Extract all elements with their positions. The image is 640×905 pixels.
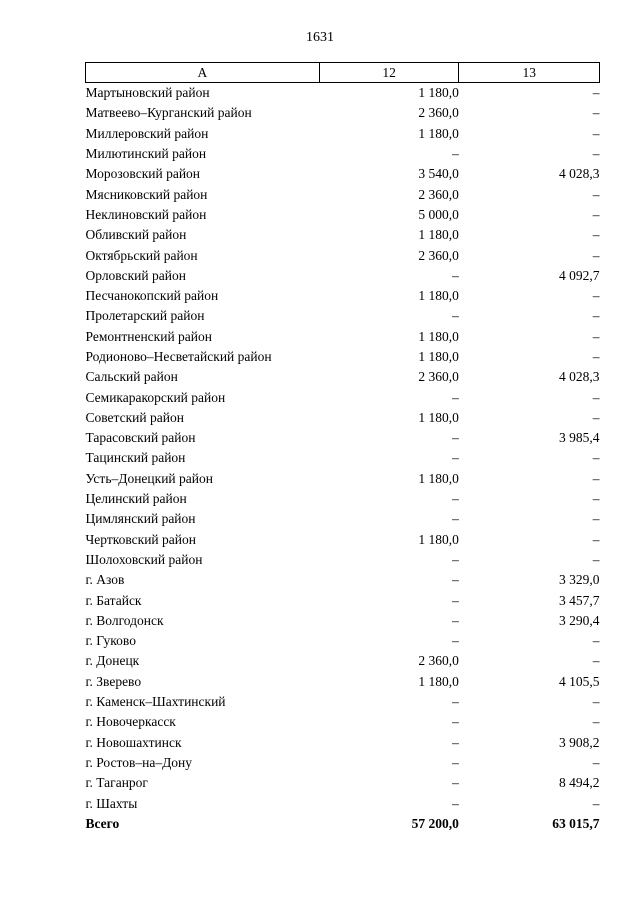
row-col-13: –	[592, 85, 600, 101]
table-row	[86, 712, 600, 732]
row-name: Целинский район	[85, 491, 187, 507]
row-col-13: –	[592, 633, 600, 649]
row-name: г. Новочеркасск	[85, 714, 176, 730]
row-col-13: –	[592, 470, 600, 486]
row-name: Сальский район	[85, 369, 178, 385]
row-name: г. Батайск	[85, 592, 142, 608]
row-name: Ремонтненский район	[85, 328, 212, 344]
row-name: Обливский район	[85, 227, 187, 243]
row-col-12: –	[452, 308, 459, 324]
table-row	[86, 651, 600, 671]
table-row	[86, 205, 600, 225]
row-col-12: 1 180,0	[418, 125, 459, 141]
row-col-13: 4 028,3	[559, 369, 600, 385]
row-col-13: –	[592, 389, 600, 405]
row-col-12: –	[452, 491, 459, 507]
row-name: Чертковский район	[85, 531, 196, 547]
row-col-12: 1 180,0	[418, 85, 459, 101]
row-name: Пролетарский район	[85, 308, 205, 324]
row-name: Мясниковский район	[85, 186, 208, 202]
row-col-12: –	[452, 633, 459, 649]
table-row	[86, 469, 600, 489]
row-col-12: 2 360,0	[418, 186, 459, 202]
table-row	[86, 286, 600, 306]
row-col-13: –	[592, 511, 600, 527]
row-name: г. Азов	[85, 572, 125, 588]
row-name: г. Волгодонск	[85, 612, 164, 628]
table-row	[86, 124, 600, 144]
row-col-12: –	[452, 146, 459, 162]
total-col-13: 63 015,7	[552, 815, 600, 831]
row-col-13: 8 494,2	[559, 775, 600, 791]
row-name: г. Таганрог	[85, 775, 148, 791]
row-col-13: 3 290,4	[559, 612, 600, 628]
row-name: Неклиновский район	[85, 206, 207, 222]
row-col-12: –	[452, 572, 459, 588]
row-col-13: 4 028,3	[559, 166, 600, 182]
table-row	[86, 448, 600, 468]
table-row	[86, 367, 600, 387]
table-row	[86, 733, 600, 753]
row-col-13: –	[592, 105, 600, 121]
row-col-13: –	[592, 146, 600, 162]
row-col-13: –	[592, 308, 600, 324]
table-row	[86, 306, 600, 326]
row-name: Тарасовский район	[85, 430, 196, 446]
row-col-13: –	[592, 694, 600, 710]
row-col-13: –	[592, 409, 600, 425]
table-row	[86, 773, 600, 793]
row-name: Миллеровский район	[85, 125, 209, 141]
row-col-12: –	[452, 551, 459, 567]
row-name: Усть–Донецкий район	[85, 470, 213, 486]
row-col-13: –	[592, 491, 600, 507]
row-col-12: –	[452, 734, 459, 750]
row-col-12: –	[452, 389, 459, 405]
table-body	[86, 83, 600, 814]
table-row	[86, 753, 600, 773]
row-col-13: 3 985,4	[559, 430, 600, 446]
row-name: Семикаракорский район	[85, 389, 226, 405]
row-col-13: 4 092,7	[559, 267, 600, 283]
row-col-12: 1 180,0	[418, 288, 459, 304]
row-col-13: –	[592, 349, 600, 364]
table-row	[86, 793, 600, 813]
table-row	[86, 509, 600, 529]
row-col-12: –	[452, 450, 459, 466]
row-name: Песчанокопский район	[85, 288, 219, 304]
table-row	[86, 164, 600, 184]
row-col-13: –	[592, 653, 600, 669]
row-col-13: –	[592, 328, 600, 344]
row-col-13: 3 329,0	[559, 572, 600, 588]
row-name: г. Шахты	[85, 795, 138, 811]
table-row	[86, 489, 600, 509]
table-row	[86, 530, 600, 550]
row-name: Мартыновский район	[85, 85, 210, 101]
table-row	[86, 590, 600, 610]
row-col-13: 3 457,7	[559, 592, 600, 608]
row-name: Родионово–Несветайский район	[85, 349, 272, 364]
row-name: Октябрьский район	[85, 247, 198, 263]
row-col-12: –	[452, 775, 459, 791]
row-col-13: –	[592, 247, 600, 263]
total-label: Всего	[85, 815, 120, 831]
row-name: г. Новошахтинск	[85, 734, 182, 750]
table-row	[86, 266, 600, 286]
table-row	[86, 611, 600, 631]
row-col-13: –	[592, 288, 600, 304]
row-name: г. Зверево	[85, 673, 142, 689]
row-col-12: 1 180,0	[418, 470, 459, 486]
row-name: Шолоховский район	[85, 551, 203, 567]
table-row	[86, 144, 600, 164]
row-col-12: –	[452, 612, 459, 628]
table-row	[86, 347, 600, 367]
table-row	[86, 692, 600, 712]
row-col-12: –	[452, 592, 459, 608]
row-name: Орловский район	[85, 267, 186, 283]
row-col-12: –	[452, 714, 459, 730]
row-col-12: 1 180,0	[418, 328, 459, 344]
row-name: г. Каменск–Шахтинский	[85, 694, 226, 710]
row-name: Милютинский район	[85, 146, 207, 162]
row-name: г. Гуково	[85, 633, 136, 649]
row-col-12: –	[452, 795, 459, 811]
row-col-12: 2 360,0	[418, 247, 459, 263]
row-col-12: 1 180,0	[418, 409, 459, 425]
table-row	[86, 327, 600, 347]
row-name: Тацинский район	[85, 450, 186, 466]
row-col-12: –	[452, 267, 459, 283]
row-col-12: 1 180,0	[418, 531, 459, 547]
table-row	[86, 83, 600, 104]
table-row	[86, 570, 600, 590]
row-col-13: –	[592, 714, 600, 730]
budget-table	[85, 62, 600, 834]
table-row	[86, 103, 600, 123]
row-col-12: 1 180,0	[418, 349, 459, 364]
row-col-13: –	[592, 795, 600, 811]
table-row	[86, 408, 600, 428]
row-col-12: –	[452, 430, 459, 446]
total-row	[86, 814, 600, 834]
row-name: г. Донецк	[85, 653, 140, 669]
row-name: Цимлянский район	[85, 511, 196, 527]
row-name: Советский район	[85, 409, 184, 425]
row-col-12: 2 360,0	[418, 369, 459, 385]
row-col-13: –	[592, 186, 600, 202]
row-col-13: –	[592, 206, 600, 222]
row-col-13: –	[592, 450, 600, 466]
row-col-13: 3 908,2	[559, 734, 600, 750]
table-row	[86, 387, 600, 407]
table-row	[86, 428, 600, 448]
row-col-13: –	[592, 531, 600, 547]
table-row	[86, 184, 600, 204]
row-name: Матвеево–Курганский район	[85, 105, 252, 121]
row-col-12: 3 540,0	[418, 166, 459, 182]
row-col-12: 2 360,0	[418, 105, 459, 121]
row-name: Морозовский район	[85, 166, 201, 182]
row-col-12: 1 180,0	[418, 227, 459, 243]
table-row	[86, 631, 600, 651]
row-col-13: 4 105,5	[559, 673, 600, 689]
page-number: 1631	[306, 30, 334, 45]
table-row	[86, 245, 600, 265]
row-col-13: –	[592, 754, 600, 770]
row-col-12: 2 360,0	[418, 653, 459, 669]
row-col-13: –	[592, 551, 600, 567]
column-header-13: 13	[459, 63, 600, 83]
total-col-12: 57 200,0	[411, 815, 459, 831]
table-row	[86, 672, 600, 692]
column-header-a: А	[86, 63, 320, 83]
row-col-12: 5 000,0	[418, 206, 459, 222]
table-header-row	[86, 63, 600, 83]
row-col-12: –	[452, 754, 459, 770]
row-col-13: –	[592, 227, 600, 243]
column-header-12: 12	[319, 63, 459, 83]
row-col-12: –	[452, 694, 459, 710]
table-row	[86, 550, 600, 570]
row-col-12: –	[452, 511, 459, 527]
row-col-12: 1 180,0	[418, 673, 459, 689]
row-col-13: –	[592, 125, 600, 141]
table-row	[86, 225, 600, 245]
row-name: г. Ростов–на–Дону	[85, 754, 193, 770]
